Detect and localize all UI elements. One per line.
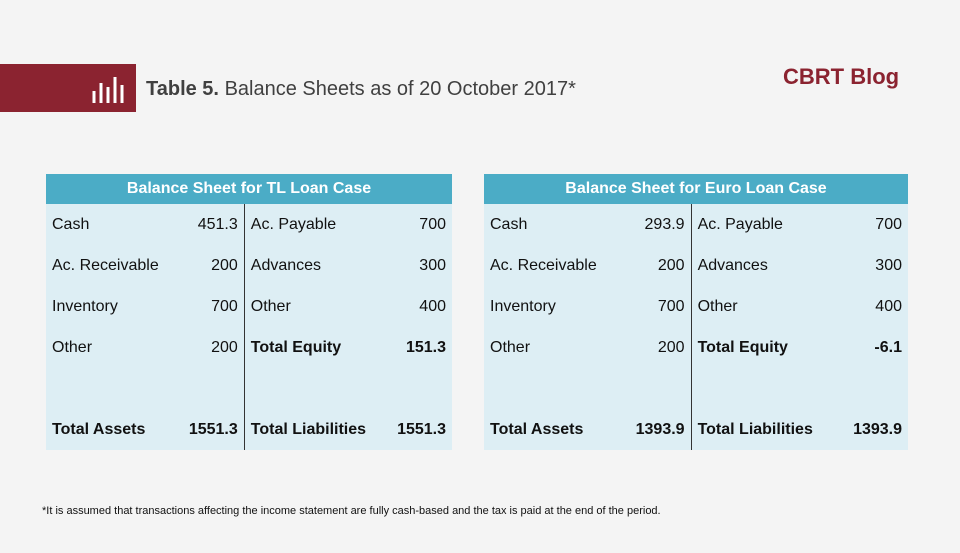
equity-value: 151.3 bbox=[405, 338, 446, 356]
liability-value: 400 bbox=[875, 297, 902, 315]
liability-label: Ac. Payable bbox=[691, 204, 838, 245]
asset-label: Ac. Receivable bbox=[52, 256, 159, 274]
liability-label: Other bbox=[244, 286, 385, 327]
liability-value: 300 bbox=[419, 256, 446, 274]
liability-label: Advances bbox=[691, 245, 838, 286]
equity-label: Total Equity bbox=[691, 327, 838, 368]
asset-label: Cash bbox=[490, 215, 528, 233]
equity-value: -6.1 bbox=[874, 338, 902, 356]
page-title bbox=[146, 78, 576, 101]
table-label: Table 5. bbox=[146, 78, 219, 100]
total-liabilities-label: Total Liabilities bbox=[691, 409, 838, 450]
asset-value: 200 bbox=[657, 256, 685, 274]
liability-value: 700 bbox=[419, 215, 446, 233]
footnote: *It is assumed that transactions affecting the income statement are fully cash-based and the tax is paid at the end of the period. bbox=[42, 505, 661, 517]
euro-loan-balance-sheet bbox=[484, 174, 908, 450]
table-title: Balance Sheet for Euro Loan Case bbox=[484, 174, 908, 204]
table-row bbox=[46, 286, 452, 327]
table-row bbox=[46, 245, 452, 286]
liability-value: 700 bbox=[875, 215, 902, 233]
liability-value: 400 bbox=[419, 297, 446, 315]
title-text: Balance Sheets as of 20 October 2017* bbox=[224, 78, 576, 100]
table-row bbox=[484, 245, 908, 286]
total-assets-label: Total Assets bbox=[52, 420, 146, 438]
asset-value: 200 bbox=[211, 256, 238, 274]
asset-label: Other bbox=[52, 338, 93, 356]
total-assets-value: 1393.9 bbox=[635, 420, 685, 438]
table-row bbox=[46, 204, 452, 245]
spacer-row bbox=[46, 368, 452, 409]
liability-label: Advances bbox=[244, 245, 385, 286]
total-assets-label: Total Assets bbox=[490, 420, 584, 438]
asset-label: Inventory bbox=[490, 297, 556, 315]
bar-chart-icon bbox=[90, 73, 128, 105]
liability-label: Other bbox=[691, 286, 838, 327]
asset-value: 451.3 bbox=[197, 215, 238, 233]
table-row bbox=[46, 327, 452, 368]
asset-label: Ac. Receivable bbox=[490, 256, 597, 274]
tl-loan-balance-sheet bbox=[46, 174, 452, 450]
total-row bbox=[484, 409, 908, 450]
equity-label: Total Equity bbox=[244, 327, 385, 368]
total-row bbox=[46, 409, 452, 450]
asset-value: 293.9 bbox=[644, 215, 685, 233]
asset-value: 200 bbox=[211, 338, 238, 356]
asset-label: Inventory bbox=[52, 297, 118, 315]
total-assets-value: 1551.3 bbox=[188, 420, 238, 438]
asset-value: 200 bbox=[657, 338, 685, 356]
brand-logo: CBRT Blog bbox=[783, 64, 900, 89]
table-row bbox=[484, 286, 908, 327]
table-title: Balance Sheet for TL Loan Case bbox=[46, 174, 452, 204]
liability-label: Ac. Payable bbox=[244, 204, 385, 245]
table-row bbox=[484, 204, 908, 245]
total-liabilities-label: Total Liabilities bbox=[244, 409, 385, 450]
liability-value: 300 bbox=[875, 256, 902, 274]
asset-label: Other bbox=[490, 338, 531, 356]
table-row bbox=[484, 327, 908, 368]
total-liabilities-value: 1551.3 bbox=[397, 420, 446, 438]
spacer-row bbox=[484, 368, 908, 409]
total-liabilities-value: 1393.9 bbox=[853, 420, 902, 438]
asset-value: 700 bbox=[211, 297, 238, 315]
asset-value: 700 bbox=[657, 297, 685, 315]
asset-label: Cash bbox=[52, 215, 90, 233]
